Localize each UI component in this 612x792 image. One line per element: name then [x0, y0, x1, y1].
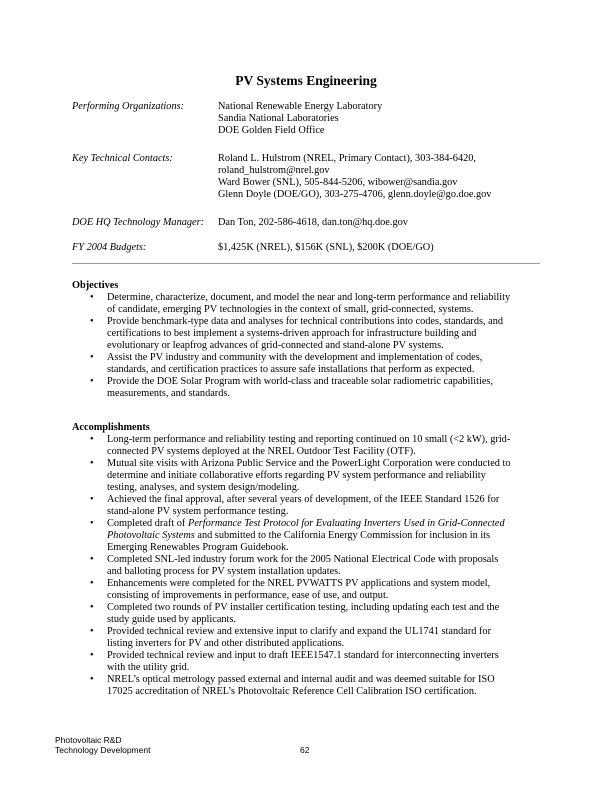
- bullet-icon: •: [90, 626, 94, 637]
- draft-suffix: and submitted to the California Energy Commission for inclusion in its: [194, 530, 491, 541]
- contact-line: Glenn Doyle (DOE/GO), 303-275-4706, glenn.doyle@go.doe.gov: [218, 189, 492, 200]
- objective-item: [72, 376, 540, 400]
- bullet-icon: •: [90, 518, 94, 529]
- accomplishment-line: testing, analyses, and system design/modeling.: [107, 482, 300, 493]
- accomplishment-line: Enhancements were completed for the NREL PVWATTS PV applications and system model,: [107, 578, 491, 589]
- bullet-icon: •: [90, 292, 94, 303]
- accomplishment-line: 17025 accreditation of NREL’s Photovoltaic Reference Cell Calibration ISO certification.: [107, 686, 477, 697]
- organization-line: Sandia National Laboratories: [218, 113, 339, 124]
- bullet-icon: •: [90, 316, 94, 327]
- objective-line: Provide the DOE Solar Program with world-class and traceable solar radiometric capabilities,: [107, 376, 494, 387]
- accomplishment-line: Completed two rounds of PV installer certification testing, including updating each test and the: [107, 602, 500, 613]
- bullet-icon: •: [90, 494, 94, 505]
- accomplishment-line: connected PV systems deployed at the NREL Outdoor Test Facility (OTF).: [107, 446, 416, 457]
- accomplishment-line: Provided technical review and input to draft IEEE1547.1 standard for interconnecting inverters: [107, 650, 499, 661]
- contact-line: Roland L. Hulstrom (NREL, Primary Contact), 303-384-6420,: [218, 153, 476, 164]
- bullet-icon: •: [90, 650, 94, 661]
- accomplishment-item: [72, 650, 540, 674]
- organization-line: DOE Golden Field Office: [218, 125, 325, 136]
- section-divider: [72, 263, 540, 264]
- accomplishment-line: Completed SNL-led industry forum work for the 2005 National Electrical Code with proposals: [107, 554, 499, 565]
- accomplishment-line: with the utility grid.: [107, 662, 190, 673]
- accomplishment-item: [72, 458, 540, 494]
- footer-line: Photovoltaic R&D: [55, 735, 122, 745]
- accomplishment-line: Achieved the final approval, after several years of development, of the IEEE Standard 1526 for: [107, 494, 500, 505]
- accomplishment-line: listing inverters for PV and other distributed applications.: [107, 638, 345, 649]
- objective-line: Provide benchmark-type data and analyses for technical contributions into codes, standards, and: [107, 316, 504, 327]
- objective-line: standards, and certification practices to assure safe installations that perform as expected.: [107, 364, 475, 375]
- accomplishment-line: study guide used by applicants.: [107, 614, 236, 625]
- page-number: 62: [300, 745, 310, 755]
- accomplishment-line: [107, 530, 540, 542]
- bullet-icon: •: [90, 674, 94, 685]
- accomplishment-item: [72, 578, 540, 602]
- accomplishment-item: [72, 494, 540, 518]
- objective-item: [72, 292, 540, 316]
- accomplishment-line: NREL’s optical metrology passed external and internal audit and was deemed suitable for ISO: [107, 674, 495, 685]
- accomplishment-line: Emerging Renewables Program Guidebook.: [107, 542, 289, 553]
- objectives-heading: Objectives: [72, 280, 119, 291]
- accomplishment-line: and balloting process for PV system installation updates.: [107, 566, 341, 577]
- accomplishment-item: [72, 626, 540, 650]
- key-technical-contacts-value: [218, 153, 491, 201]
- performing-organizations-value: [218, 101, 382, 137]
- bullet-icon: •: [90, 578, 94, 589]
- technology-manager-value: Dan Ton, 202-586-4618, dan.ton@hq.doe.gov: [218, 217, 408, 228]
- footer-line: Technology Development: [55, 745, 151, 755]
- bullet-icon: •: [90, 458, 94, 469]
- accomplishment-item: [72, 554, 540, 578]
- accomplishment-item: [72, 602, 540, 626]
- draft-prefix: Completed draft of: [107, 518, 188, 529]
- accomplishment-item: [72, 518, 540, 554]
- objective-line: certifications to best implement a systems-driven approach for infrastructure building and: [107, 328, 477, 339]
- accomplishment-line: determine and initiate collaborative efforts regarding PV system performance and reliability: [107, 470, 486, 481]
- bullet-icon: •: [90, 554, 94, 565]
- objective-line: evolutionary or leapfrog advances of grid-connected and stand-alone PV systems.: [107, 340, 444, 351]
- bullet-icon: •: [90, 434, 94, 445]
- protocol-title-part: Photovoltaic Systems: [107, 530, 195, 541]
- accomplishment-line: Provided technical review and extensive input to clarify and expand the UL1741 standard for: [107, 626, 492, 637]
- protocol-title-part: Performance Test Protocol for Evaluating Inverters Used in Grid-Connected: [187, 518, 505, 529]
- bullet-icon: •: [90, 352, 94, 363]
- budgets-value: $1,425K (NREL), $156K (SNL), $200K (DOE/GO): [218, 242, 434, 253]
- accomplishment-item: [72, 674, 540, 698]
- contact-line: Ward Bower (SNL), 505-844-5206, wibower@sandia.gov: [218, 177, 458, 188]
- technology-manager-label: DOE HQ Technology Manager:: [72, 217, 205, 228]
- page-title: PV Systems Engineering: [235, 73, 377, 88]
- objective-line: Determine, characterize, document, and model the near and long-term performance and reliability: [107, 292, 511, 303]
- accomplishment-line: Mutual site visits with Arizona Public Service and the PowerLight Corporation were conducted to: [107, 458, 511, 469]
- objective-line: Assist the PV industry and community with the development and implementation of codes,: [107, 352, 483, 363]
- bullet-icon: •: [90, 376, 94, 387]
- bullet-icon: •: [90, 602, 94, 613]
- accomplishment-item: [72, 434, 540, 458]
- budgets-label: FY 2004 Budgets:: [72, 242, 147, 253]
- objective-line: measurements, and standards.: [107, 388, 230, 399]
- objective-line: of candidate, emerging PV technologies in the context of small, grid-connected, systems.: [107, 304, 474, 315]
- organization-line: National Renewable Energy Laboratory: [218, 101, 383, 112]
- accomplishment-line: [107, 518, 540, 530]
- objectives-list: [72, 292, 540, 400]
- footer-publication: [55, 735, 150, 755]
- contact-line: roland_hulstrom@nrel.gov: [218, 165, 330, 176]
- objective-item: [72, 352, 540, 376]
- accomplishment-line: stand-alone PV system performance testing.: [107, 506, 289, 517]
- accomplishments-list: [72, 434, 540, 698]
- performing-organizations-label: Performing Organizations:: [72, 101, 185, 112]
- objective-item: [72, 316, 540, 352]
- key-technical-contacts-label: Key Technical Contacts:: [72, 153, 173, 164]
- accomplishment-line: Long-term performance and reliability testing and reporting continued on 10 small (<2 kW), grid-: [107, 434, 511, 445]
- accomplishment-line: consisting of improvements in performance, ease of use, and output.: [107, 590, 389, 601]
- accomplishments-heading: Accomplishments: [72, 422, 150, 433]
